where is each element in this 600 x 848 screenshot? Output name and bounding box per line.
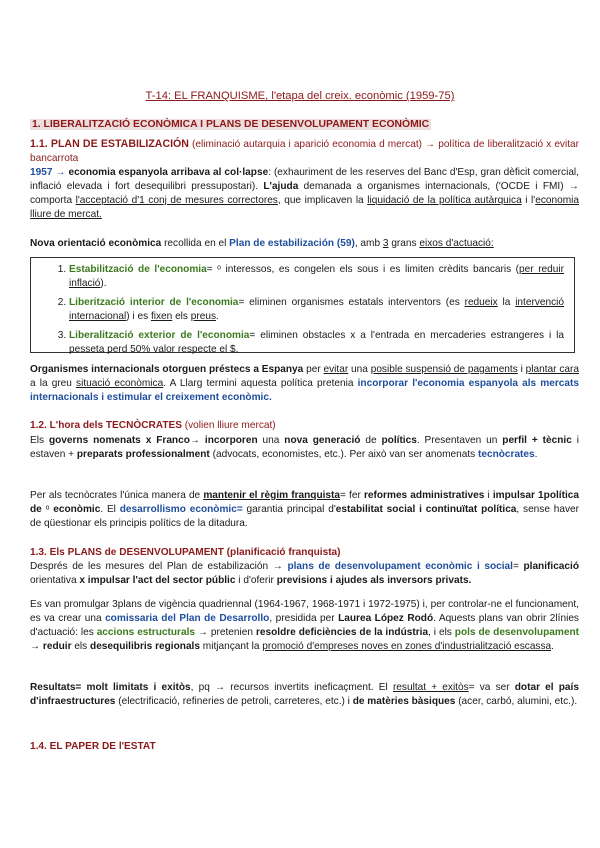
section-1-3-heading-line: [30, 546, 579, 560]
text-span: .: [551, 641, 554, 652]
text-span: Liberalització exterior de l'economia: [69, 330, 250, 341]
text-span: Laurea López Rodó: [338, 613, 434, 624]
text-span: , amb: [354, 238, 383, 249]
text-span: fixen: [150, 311, 173, 322]
text-span: i d'oferir: [235, 575, 277, 586]
text-span: impulsar 1política de: [30, 490, 580, 515]
text-span: posible suspensió de pagaments: [370, 364, 518, 375]
text-span: nova generació: [284, 435, 361, 446]
text-span: =: [206, 264, 218, 275]
section-1-2-heading-line: [30, 419, 579, 433]
text-span: reduir: [42, 641, 72, 652]
text-span: resoldre deficiències de la indústria: [255, 627, 429, 638]
text-span: Resultats= molt limitats i exitòs: [30, 682, 191, 693]
text-span: la: [497, 297, 516, 308]
section-1-4-heading: 1.4. EL PAPER DE l'ESTAT: [30, 741, 156, 752]
text-span: (advocats, economistes, etc.). Per això van ser anomenats: [209, 449, 478, 460]
text-span: = fer: [340, 490, 364, 501]
text-span: . El: [100, 504, 120, 515]
text-span: demanada a organismes internacionals, ('OCDE i FMI) → comporta: [30, 181, 580, 206]
paragraph-plans: [30, 560, 579, 588]
text-span: incorporen: [204, 435, 258, 446]
text-span: incorporar l'economia espanyola als mercats internacionals i estimular el creixement econòmic.: [30, 378, 580, 403]
text-span: garantia principal d': [242, 504, 336, 515]
text-span: 3: [382, 238, 389, 249]
section-1-1-heading-detail: (eliminació autarquia i aparició economia d mercat) → política de liberalització x evitar bancarrota: [30, 139, 579, 164]
list-item: [69, 296, 564, 324]
text-span: polítics: [381, 435, 417, 446]
text-span: reformes administratives: [363, 490, 485, 501]
text-span: : (exhauriment de les reserves del Banc d'Esp, gran dèficit comercial, inflació elevada i fort desequilibri pressupostari).: [30, 167, 579, 192]
text-span: perfil + tècnic: [502, 435, 572, 446]
text-span: econòmic: [53, 504, 101, 515]
text-span: Plan de estabilización (59): [229, 238, 355, 249]
text-span: L'ajuda: [263, 181, 299, 192]
text-span: recollida en el: [161, 238, 230, 249]
axes-box: [30, 257, 575, 353]
text-span: orientativa: [30, 575, 80, 586]
text-span: = eliminen obstacles x a l'entrada en mercaderies estrangeres i la pesseta perd 50% valor respecte el $.: [69, 330, 564, 355]
text-span: ) i es: [126, 311, 151, 322]
axes-list: [31, 258, 574, 357]
text-span: . Aquests plans van obrir 2línies d'actuació: les: [30, 613, 579, 638]
section-1-3-heading: 1.3. Els PLANS de DESENVOLUPAMENT (planificació franquista): [30, 547, 341, 558]
text-span: mitjançant la: [199, 641, 263, 652]
text-span: comissaria del Plan de Desarrollo: [105, 613, 270, 624]
text-span: , pq → recursos invertits ineficaçment. El: [190, 682, 393, 693]
text-span: →: [30, 641, 43, 652]
text-span: = va ser: [468, 682, 515, 693]
section-1-2-heading: 1.2. L'hora dels TECNÒCRATES: [30, 420, 182, 431]
list-item: [69, 263, 564, 291]
text-span: , que implicaven la: [277, 195, 368, 206]
paragraph-1957: [30, 166, 579, 222]
text-span: accions estructurals: [96, 627, 195, 638]
text-span: per: [303, 364, 324, 375]
text-span: . A Llarg termini aquesta política pretenia: [163, 378, 358, 389]
document-title: T-14: EL FRANQUISME, l'etapa del creix. econòmic (1959-75): [145, 90, 455, 102]
text-span: liquidació de la política autàrquica: [367, 195, 522, 206]
text-span: pols de desenvolupament: [454, 627, 579, 638]
text-span: plans de desenvolupament econòmic i social: [287, 561, 513, 572]
list-item: [69, 329, 564, 357]
text-span: l'acceptació d'1 conj de mesures correctores: [75, 195, 278, 206]
text-span: evitar: [323, 364, 349, 375]
text-span: previsions i ajudes als inversors privats.: [276, 575, 472, 586]
text-span: ᵒ: [45, 504, 54, 515]
text-span: Es van promulgar 3plans de vigència quadriennal (1964-1967, 1968-1971 i 1972-1975) i, per controlar-ne el funcionament, es va crear una: [30, 599, 579, 624]
text-span: .: [534, 449, 538, 460]
paragraph-orientation: [30, 237, 579, 251]
text-span: governs nomenats x Franco: [48, 435, 190, 446]
text-span: preus: [190, 311, 217, 322]
text-span: desarrollismo econòmic=: [119, 504, 243, 515]
section-1-1-heading: 1.1. PLAN DE ESTABILIZACIÓN: [30, 138, 189, 150]
text-span: dotar el país d'infraestructures: [30, 682, 579, 707]
text-span: preparats professionalment: [76, 449, 210, 460]
text-span: ).: [100, 278, 107, 289]
text-span: els: [71, 641, 91, 652]
text-span: els: [172, 311, 191, 322]
section-1-4-heading-line: [30, 740, 579, 754]
text-span: , presidida per: [269, 613, 339, 624]
text-span: →: [189, 435, 205, 446]
section-1-1: [30, 137, 579, 166]
text-span: per reduir inflació: [69, 264, 564, 289]
paragraph-technocrats: [30, 434, 579, 462]
text-span: Després de les mesures del Plan de estabilización →: [30, 561, 288, 572]
text-span: Nova orientació econòmica: [30, 238, 162, 249]
text-span: una: [257, 435, 285, 446]
text-span: Els: [30, 435, 49, 446]
text-span: a la greu: [30, 378, 77, 389]
text-span: economia espanyola arribava al col·lapse: [68, 167, 269, 178]
text-span: resultat + exitòs: [392, 682, 469, 693]
text-span: situació econòmica: [76, 378, 164, 389]
paragraph-results: [30, 681, 579, 709]
text-span: promoció d'empreses noves en zones d'industrialització escassa: [262, 641, 552, 652]
year-text: 1957 →: [30, 167, 69, 178]
text-span: estabilitat social i continuïtat política: [335, 504, 517, 515]
text-span: i estaven +: [30, 435, 580, 460]
text-span: desequilibris regionals: [90, 641, 200, 652]
text-span: . Presentaven un: [416, 435, 503, 446]
paragraph-promulgated: [30, 598, 579, 654]
text-span: , i els: [428, 627, 455, 638]
section-1-2-heading-detail: (volien lliure mercat): [181, 420, 276, 431]
text-span: de matèries bàsiques: [352, 696, 456, 707]
text-span: (acer, carbó, alumini, etc.).: [455, 696, 578, 707]
paragraph-regime: [30, 489, 579, 531]
section-1-heading: 1. LIBERALITZACIÓ ECONÒMICA I PLANS DE DESENVOLUPAMENT ECONÒMIC: [32, 119, 430, 130]
text-span: =: [512, 561, 524, 572]
text-span: plantar cara: [525, 364, 579, 375]
text-span: , sense haver de qüestionar els principis polítics de la ditadura.: [30, 504, 580, 529]
text-span: Organismes internacionals otorguen préstecs a Espanya: [30, 364, 304, 375]
text-span: .: [216, 311, 219, 322]
text-span: una: [348, 364, 371, 375]
paragraph-loans: [30, 363, 579, 405]
text-span: planificació: [523, 561, 579, 572]
text-span: de: [360, 435, 382, 446]
text-span: ᵒ interessos, es congelen els sous i es limiten crèdits bancaris (: [217, 264, 520, 275]
text-span: grans: [388, 238, 420, 249]
text-span: intervenció internacional: [69, 297, 565, 322]
text-span: eixos d'actuació:: [419, 238, 494, 249]
text-span: → pretenien: [194, 627, 256, 638]
text-span: (electrificació, refineries de petroli, carreteres, etc.) i: [115, 696, 353, 707]
text-span: i: [517, 364, 526, 375]
text-span: Per als tecnòcrates l'única manera de: [30, 490, 204, 501]
text-span: i l': [521, 195, 536, 206]
text-span: tecnòcrates: [477, 449, 535, 460]
text-span: Liberització interior de l'economia: [69, 297, 239, 308]
text-span: i: [484, 490, 493, 501]
text-span: economia lliure de mercat.: [30, 195, 579, 220]
text-span: = eliminen organismes estatals interventors (es: [238, 297, 465, 308]
text-span: Estabilització de l'economia: [69, 264, 207, 275]
text-span: x impulsar l'act del sector públic: [79, 575, 236, 586]
text-span: mantenir el règim franquista: [203, 490, 341, 501]
text-span: redueix: [464, 297, 498, 308]
